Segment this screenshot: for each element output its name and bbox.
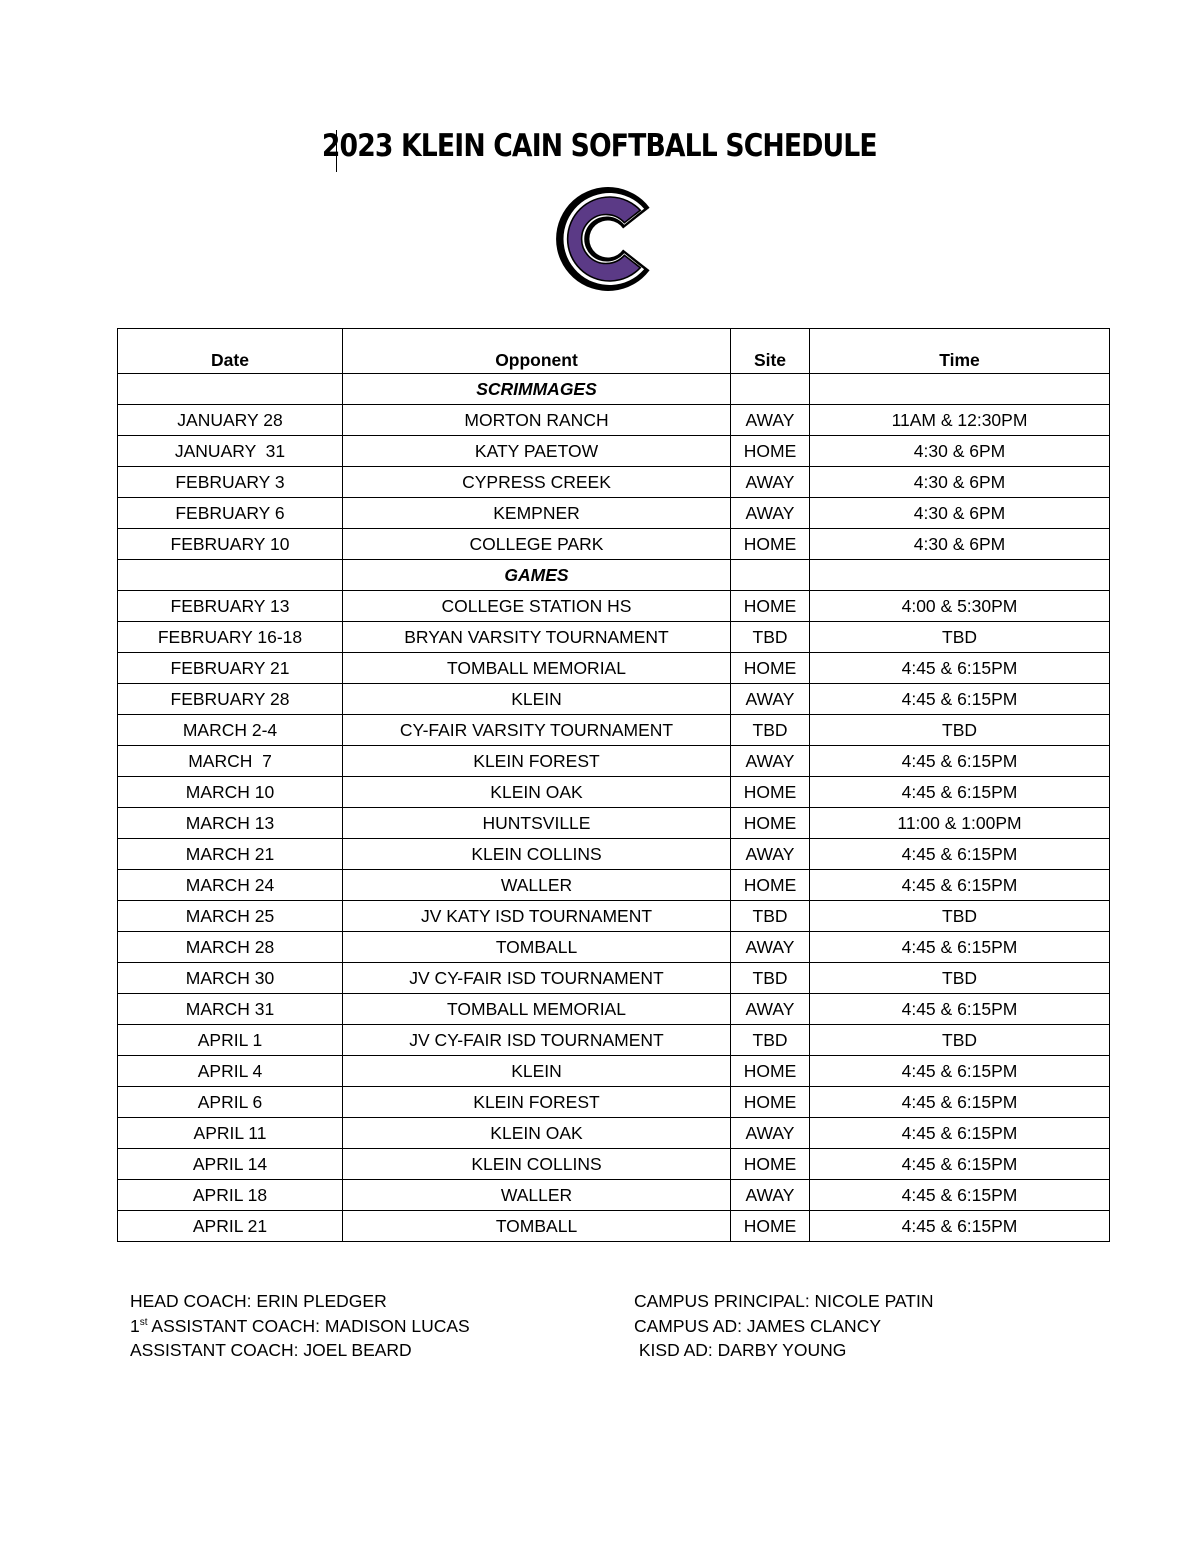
table-row	[118, 622, 1110, 653]
head-coach: HEAD COACH: ERIN PLEDGER	[130, 1291, 387, 1311]
coaching-staff	[130, 1289, 470, 1363]
cell-date: FEBRUARY 13	[118, 591, 343, 622]
cell-site: HOME	[731, 1149, 810, 1180]
table-row	[118, 405, 1110, 436]
schedule-body	[118, 374, 1110, 1242]
cell-site: AWAY	[731, 994, 810, 1025]
cell-date: MARCH 21	[118, 839, 343, 870]
cell-opponent: TOMBALL MEMORIAL	[343, 994, 731, 1025]
cell-opponent: TOMBALL	[343, 932, 731, 963]
kisd-ad: KISD AD: DARBY YOUNG	[634, 1340, 847, 1360]
cell-time: 4:30 & 6PM	[810, 436, 1110, 467]
cell-time: 4:45 & 6:15PM	[810, 839, 1110, 870]
campus-ad: CAMPUS AD: JAMES CLANCY	[634, 1315, 881, 1336]
cell-opponent: CY-FAIR VARSITY TOURNAMENT	[343, 715, 731, 746]
table-row	[118, 870, 1110, 901]
cell-opponent: JV CY-FAIR ISD TOURNAMENT	[343, 1025, 731, 1056]
section-spacer	[118, 374, 343, 405]
cell-date: MARCH 28	[118, 932, 343, 963]
cell-time: 4:45 & 6:15PM	[810, 870, 1110, 901]
cell-site: HOME	[731, 529, 810, 560]
section-spacer	[731, 560, 810, 591]
header-date: Date	[118, 329, 343, 374]
cell-site: AWAY	[731, 839, 810, 870]
cell-time: 4:45 & 6:15PM	[810, 1056, 1110, 1087]
cell-site: TBD	[731, 1025, 810, 1056]
table-row	[118, 839, 1110, 870]
table-row	[118, 1056, 1110, 1087]
cell-opponent: BRYAN VARSITY TOURNAMENT	[343, 622, 731, 653]
cell-opponent: JV KATY ISD TOURNAMENT	[343, 901, 731, 932]
cell-date: MARCH 10	[118, 777, 343, 808]
cell-date: MARCH 25	[118, 901, 343, 932]
header-site: Site	[731, 329, 810, 374]
cell-date: FEBRUARY 10	[118, 529, 343, 560]
cell-time: TBD	[810, 1025, 1110, 1056]
cell-site: HOME	[731, 1211, 810, 1242]
section-row	[118, 374, 1110, 405]
section-row	[118, 560, 1110, 591]
cell-date: MARCH 13	[118, 808, 343, 839]
section-spacer	[731, 374, 810, 405]
cell-site: TBD	[731, 963, 810, 994]
cell-time: 4:00 & 5:30PM	[810, 591, 1110, 622]
table-row	[118, 467, 1110, 498]
cell-time: 4:45 & 6:15PM	[810, 1149, 1110, 1180]
table-row	[118, 591, 1110, 622]
page-title: 2023 KLEIN CAIN SOFTBALL SCHEDULE	[321, 128, 877, 164]
cell-time: 4:45 & 6:15PM	[810, 994, 1110, 1025]
section-spacer	[810, 374, 1110, 405]
table-row	[118, 994, 1110, 1025]
school-c-logo	[551, 184, 659, 294]
section-spacer	[118, 560, 343, 591]
cell-opponent: WALLER	[343, 1180, 731, 1211]
cell-date: MARCH 30	[118, 963, 343, 994]
cell-time: 4:45 & 6:15PM	[810, 684, 1110, 715]
cell-opponent: KLEIN	[343, 1056, 731, 1087]
cell-date: FEBRUARY 21	[118, 653, 343, 684]
cell-site: HOME	[731, 436, 810, 467]
cell-site: AWAY	[731, 498, 810, 529]
cell-time: 4:45 & 6:15PM	[810, 777, 1110, 808]
cell-site: AWAY	[731, 932, 810, 963]
table-row	[118, 498, 1110, 529]
cell-site: HOME	[731, 808, 810, 839]
cell-date: APRIL 6	[118, 1087, 343, 1118]
cell-opponent: HUNTSVILLE	[343, 808, 731, 839]
cell-site: AWAY	[731, 1118, 810, 1149]
cell-time: TBD	[810, 901, 1110, 932]
cell-date: MARCH 31	[118, 994, 343, 1025]
table-row	[118, 684, 1110, 715]
cell-opponent: KLEIN OAK	[343, 777, 731, 808]
cell-time: 4:45 & 6:15PM	[810, 746, 1110, 777]
table-row	[118, 1180, 1110, 1211]
cell-site: AWAY	[731, 1180, 810, 1211]
cell-opponent: KLEIN FOREST	[343, 1087, 731, 1118]
table-row	[118, 529, 1110, 560]
cell-date: MARCH 7	[118, 746, 343, 777]
cell-time: 4:30 & 6PM	[810, 498, 1110, 529]
cell-opponent: COLLEGE PARK	[343, 529, 731, 560]
table-row	[118, 901, 1110, 932]
first-assistant-coach: 1st ASSISTANT COACH: MADISON LUCAS	[130, 1315, 470, 1336]
cell-time: 11AM & 12:30PM	[810, 405, 1110, 436]
header-time: Time	[810, 329, 1110, 374]
cell-date: APRIL 4	[118, 1056, 343, 1087]
table-row	[118, 1118, 1110, 1149]
cell-time: 4:45 & 6:15PM	[810, 1087, 1110, 1118]
cell-site: AWAY	[731, 684, 810, 715]
cell-opponent: COLLEGE STATION HS	[343, 591, 731, 622]
cell-time: TBD	[810, 715, 1110, 746]
cell-time: 4:30 & 6PM	[810, 467, 1110, 498]
cell-site: HOME	[731, 777, 810, 808]
table-row	[118, 1087, 1110, 1118]
table-row	[118, 436, 1110, 467]
cell-date: MARCH 24	[118, 870, 343, 901]
cell-site: HOME	[731, 591, 810, 622]
cell-site: AWAY	[731, 405, 810, 436]
table-row	[118, 653, 1110, 684]
cell-date: MARCH 2-4	[118, 715, 343, 746]
cell-date: APRIL 18	[118, 1180, 343, 1211]
cell-date: JANUARY 28	[118, 405, 343, 436]
cell-date: FEBRUARY 28	[118, 684, 343, 715]
header-opponent: Opponent	[343, 329, 731, 374]
cell-date: FEBRUARY 3	[118, 467, 343, 498]
cell-date: JANUARY 31	[118, 436, 343, 467]
cell-site: AWAY	[731, 746, 810, 777]
cell-opponent: KLEIN COLLINS	[343, 1149, 731, 1180]
cell-site: HOME	[731, 1087, 810, 1118]
cell-opponent: TOMBALL	[343, 1211, 731, 1242]
schedule-table	[117, 328, 1110, 1242]
cell-opponent: TOMBALL MEMORIAL	[343, 653, 731, 684]
section-label: GAMES	[343, 560, 731, 591]
cell-site: HOME	[731, 1056, 810, 1087]
assistant-coach: ASSISTANT COACH: JOEL BEARD	[130, 1340, 412, 1360]
table-row	[118, 963, 1110, 994]
cell-date: FEBRUARY 6	[118, 498, 343, 529]
cell-time: 4:45 & 6:15PM	[810, 1118, 1110, 1149]
cell-time: 4:45 & 6:15PM	[810, 653, 1110, 684]
cell-site: TBD	[731, 901, 810, 932]
cell-opponent: KEMPNER	[343, 498, 731, 529]
cell-opponent: JV CY-FAIR ISD TOURNAMENT	[343, 963, 731, 994]
cell-date: APRIL 14	[118, 1149, 343, 1180]
table-row	[118, 1025, 1110, 1056]
cell-opponent: WALLER	[343, 870, 731, 901]
section-spacer	[810, 560, 1110, 591]
cell-opponent: KATY PAETOW	[343, 436, 731, 467]
cell-site: HOME	[731, 653, 810, 684]
cell-opponent: KLEIN FOREST	[343, 746, 731, 777]
cell-time: 4:45 & 6:15PM	[810, 1211, 1110, 1242]
campus-principal: CAMPUS PRINCIPAL: NICOLE PATIN	[634, 1291, 934, 1311]
cell-time: 4:45 & 6:15PM	[810, 932, 1110, 963]
section-label: SCRIMMAGES	[343, 374, 731, 405]
cell-site: AWAY	[731, 467, 810, 498]
logo-fill	[568, 197, 641, 281]
cell-date: APRIL 21	[118, 1211, 343, 1242]
cell-opponent: KLEIN COLLINS	[343, 839, 731, 870]
cell-site: HOME	[731, 870, 810, 901]
cell-opponent: KLEIN	[343, 684, 731, 715]
table-row	[118, 715, 1110, 746]
table-row	[118, 1149, 1110, 1180]
cell-time: 4:30 & 6PM	[810, 529, 1110, 560]
table-header-row	[118, 329, 1110, 374]
table-row	[118, 777, 1110, 808]
cell-site: TBD	[731, 715, 810, 746]
table-row	[118, 932, 1110, 963]
cell-date: APRIL 11	[118, 1118, 343, 1149]
cell-opponent: MORTON RANCH	[343, 405, 731, 436]
cell-date: APRIL 1	[118, 1025, 343, 1056]
cell-time: TBD	[810, 622, 1110, 653]
cell-site: TBD	[731, 622, 810, 653]
cell-date: FEBRUARY 16-18	[118, 622, 343, 653]
administration	[634, 1289, 934, 1363]
table-row	[118, 746, 1110, 777]
cell-time: TBD	[810, 963, 1110, 994]
table-row	[118, 808, 1110, 839]
table-row	[118, 1211, 1110, 1242]
cell-opponent: CYPRESS CREEK	[343, 467, 731, 498]
cell-time: 11:00 & 1:00PM	[810, 808, 1110, 839]
cell-opponent: KLEIN OAK	[343, 1118, 731, 1149]
cell-time: 4:45 & 6:15PM	[810, 1180, 1110, 1211]
